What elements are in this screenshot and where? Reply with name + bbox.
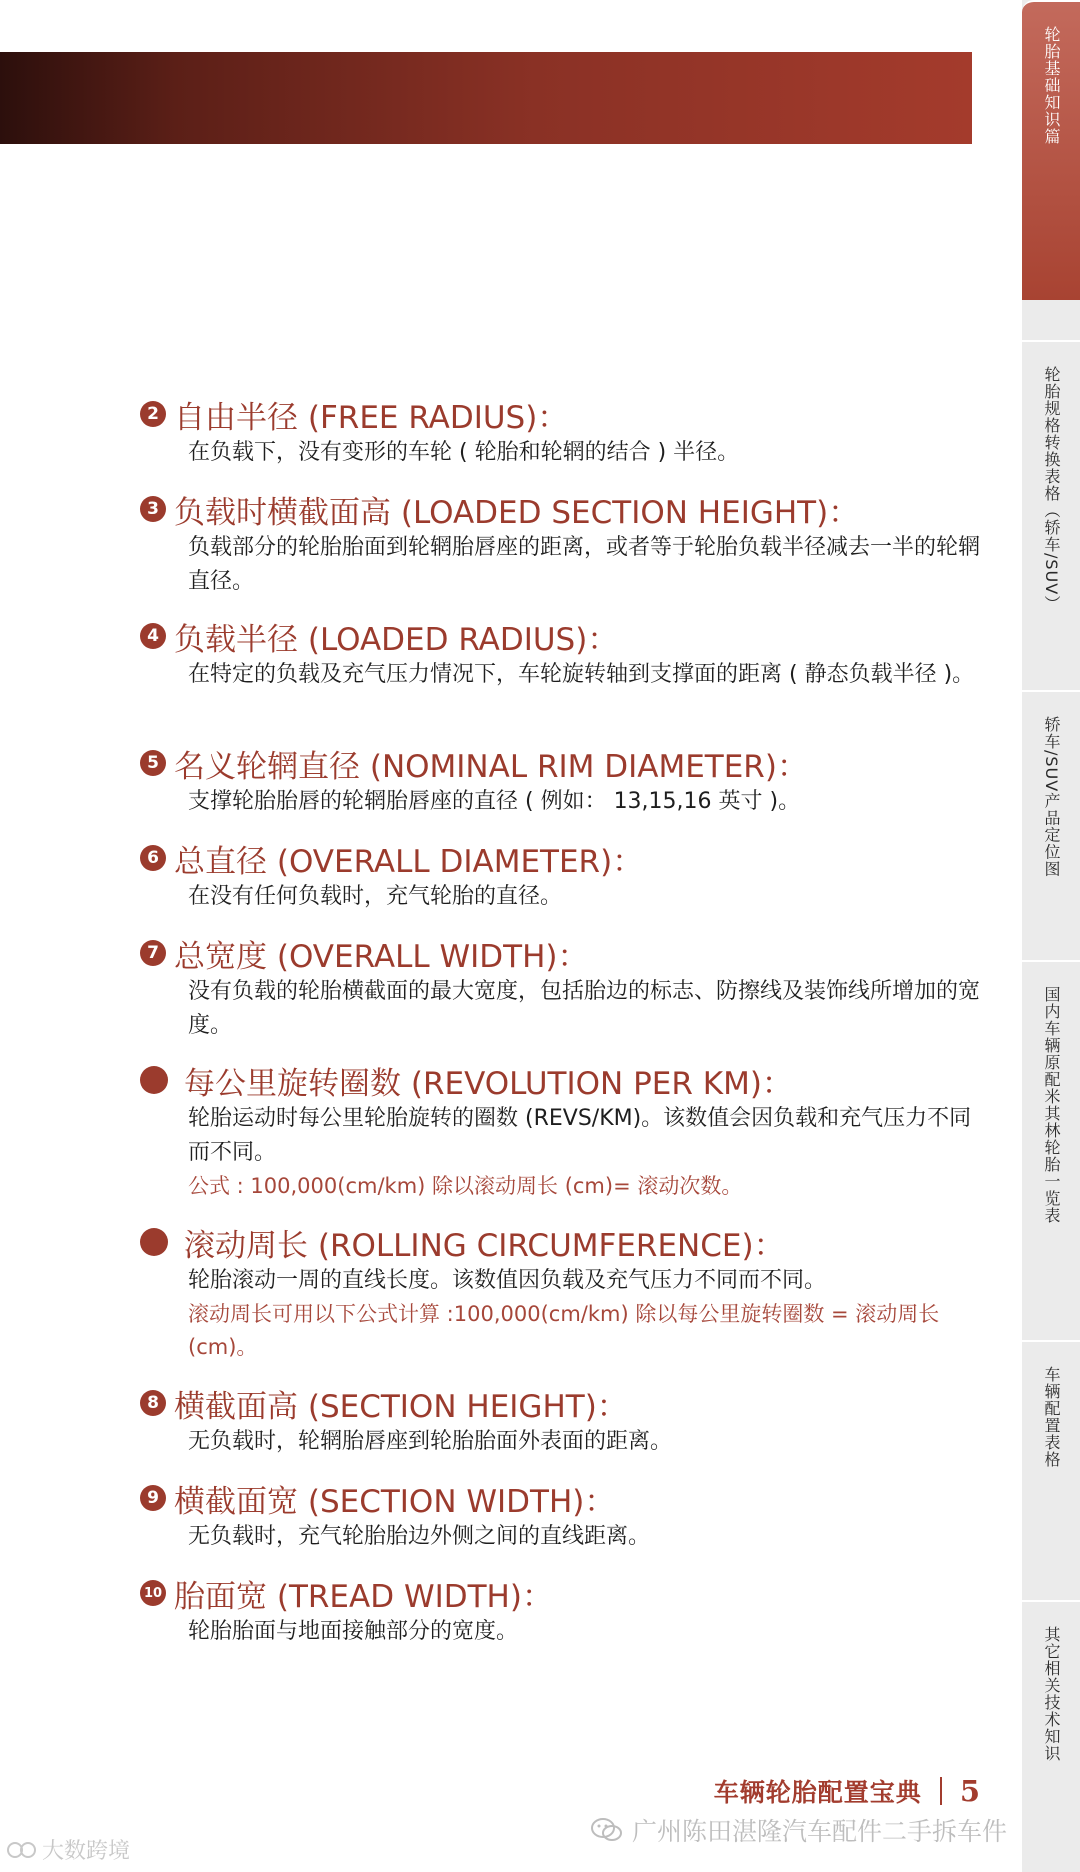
number-badge: 4 (140, 623, 166, 649)
definition-overall-diameter (140, 836, 980, 914)
definition-loaded-section-height (140, 487, 980, 599)
number-badge: 9 (140, 1485, 166, 1511)
definition-text: 轮胎滚动一周的直线长度。该数值因负载及充气压力不同而不同。 (188, 1268, 827, 1293)
definition-text: 无负载时，充气轮胎胎边外侧之间的直线距离。 (188, 1524, 651, 1549)
number-badge: 7 (140, 940, 166, 966)
definition-title: 负载半径 (LOADED RADIUS)： (174, 621, 619, 658)
definition-text: 轮胎运动时每公里轮胎旋转的圈数 (REVS/KM)。该数值会因负载和充气压力不同而不同。 (188, 1106, 972, 1165)
tab-oem-list[interactable] (1022, 960, 1080, 1280)
tab-label: 其它相关技术知识 (1042, 1626, 1061, 1762)
definition-loaded-radius (140, 614, 980, 692)
bullet-dot (140, 1228, 168, 1256)
tab-label: 轿车/SUV产品定位图 (1042, 716, 1061, 878)
brand-logo-icon (6, 1839, 42, 1861)
definition-title: 滚动周长 (ROLLING CIRCUMFERENCE)： (184, 1227, 785, 1264)
corner-watermark-text: 大数跨境 (42, 1839, 131, 1864)
tab-tire-basics[interactable] (1022, 0, 1080, 300)
tab-product-positioning[interactable] (1022, 690, 1080, 950)
book-title: 车辆轮胎配置宝典 (713, 1778, 922, 1807)
definition-title: 每公里旋转圈数 (REVOLUTION PER KM)： (184, 1065, 793, 1102)
formula-text: 公式 : 100,000(cm/km) 除以滚动周长 (cm)= 滚动次数。 (188, 1174, 743, 1198)
page-footer (600, 1770, 980, 1812)
definition-text: 无负载时，轮辋胎唇座到轮胎胎面外表面的距离。 (188, 1429, 673, 1454)
number-badge: 2 (140, 401, 166, 427)
definition-free-radius (140, 392, 980, 470)
definition-overall-width (140, 931, 980, 1043)
definition-revolution-per-km (140, 1058, 980, 1203)
definition-text: 负载部分的轮胎胎面到轮辋胎唇座的距离，或者等于轮胎负载半径减去一半的轮辋直径。 (188, 535, 981, 594)
definition-section-height (140, 1381, 980, 1459)
definition-nominal-rim-diameter (140, 741, 980, 819)
definition-text: 在特定的负载及充气压力情况下，车轮旋转轴到支撑面的距离 ( 静态负载半径 )。 (188, 662, 975, 687)
definition-title: 负载时横截面高 (LOADED SECTION HEIGHT)： (174, 494, 860, 531)
number-badge: 3 (140, 496, 166, 522)
tab-label: 国内车辆原配米其林轮胎一览表 (1042, 986, 1061, 1224)
footer-divider (940, 1777, 942, 1805)
definition-title: 总宽度 (OVERALL WIDTH)： (174, 938, 589, 975)
number-badge: 8 (140, 1390, 166, 1416)
tab-vehicle-config[interactable] (1022, 1340, 1080, 1540)
definition-title: 胎面宽 (TREAD WIDTH)： (174, 1578, 553, 1615)
formula-text: 滚动周长可用以下公式计算 :100,000(cm/km) 除以每公里旋转圈数 = 滚动周长 (cm)。 (188, 1302, 940, 1359)
watermark (590, 1810, 1050, 1850)
corner-watermark (6, 1834, 130, 1865)
definition-tread-width (140, 1571, 980, 1649)
definition-title: 横截面宽 (SECTION WIDTH)： (174, 1483, 616, 1520)
definition-title: 名义轮辋直径 (NOMINAL RIM DIAMETER)： (174, 748, 808, 785)
watermark-text: 广州陈田湛隆汽车配件二手拆车件 (632, 1817, 1008, 1846)
number-badge: 10 (140, 1580, 166, 1606)
definition-text: 轮胎胎面与地面接触部分的宽度。 (188, 1619, 519, 1644)
wechat-icon (590, 1817, 624, 1843)
definition-title: 自由半径 (FREE RADIUS)： (174, 399, 569, 436)
tab-label: 车辆配置表格 (1042, 1366, 1061, 1468)
tab-label: 轮胎基础知识篇 (1042, 26, 1061, 145)
definition-title: 总直径 (OVERALL DIAMETER)： (174, 843, 644, 880)
number-badge: 6 (140, 845, 166, 871)
number-badge: 5 (140, 750, 166, 776)
header-banner (0, 52, 972, 144)
tab-label: 轮胎规格转换表格（轿车/SUV） (1042, 366, 1061, 613)
page-number: 5 (959, 1774, 980, 1808)
bullet-dot (140, 1066, 168, 1094)
definition-rolling-circumference (140, 1220, 980, 1364)
definition-text: 在负载下，没有变形的车轮 ( 轮胎和轮辋的结合 ) 半径。 (188, 440, 740, 465)
definition-text: 没有负载的轮胎横截面的最大宽度，包括胎边的标志、防擦线及装饰线所增加的宽度。 (188, 979, 981, 1038)
definition-title: 横截面高 (SECTION HEIGHT)： (174, 1388, 628, 1425)
definition-text: 在没有任何负载时，充气轮胎的直径。 (188, 884, 563, 909)
definition-section-width (140, 1476, 980, 1554)
tab-size-conversion[interactable] (1022, 340, 1080, 640)
side-tab-bar (1022, 0, 1080, 1872)
definition-text: 支撑轮胎胎唇的轮辋胎唇座的直径 ( 例如： 13,15,16 英寸 )。 (188, 789, 801, 814)
